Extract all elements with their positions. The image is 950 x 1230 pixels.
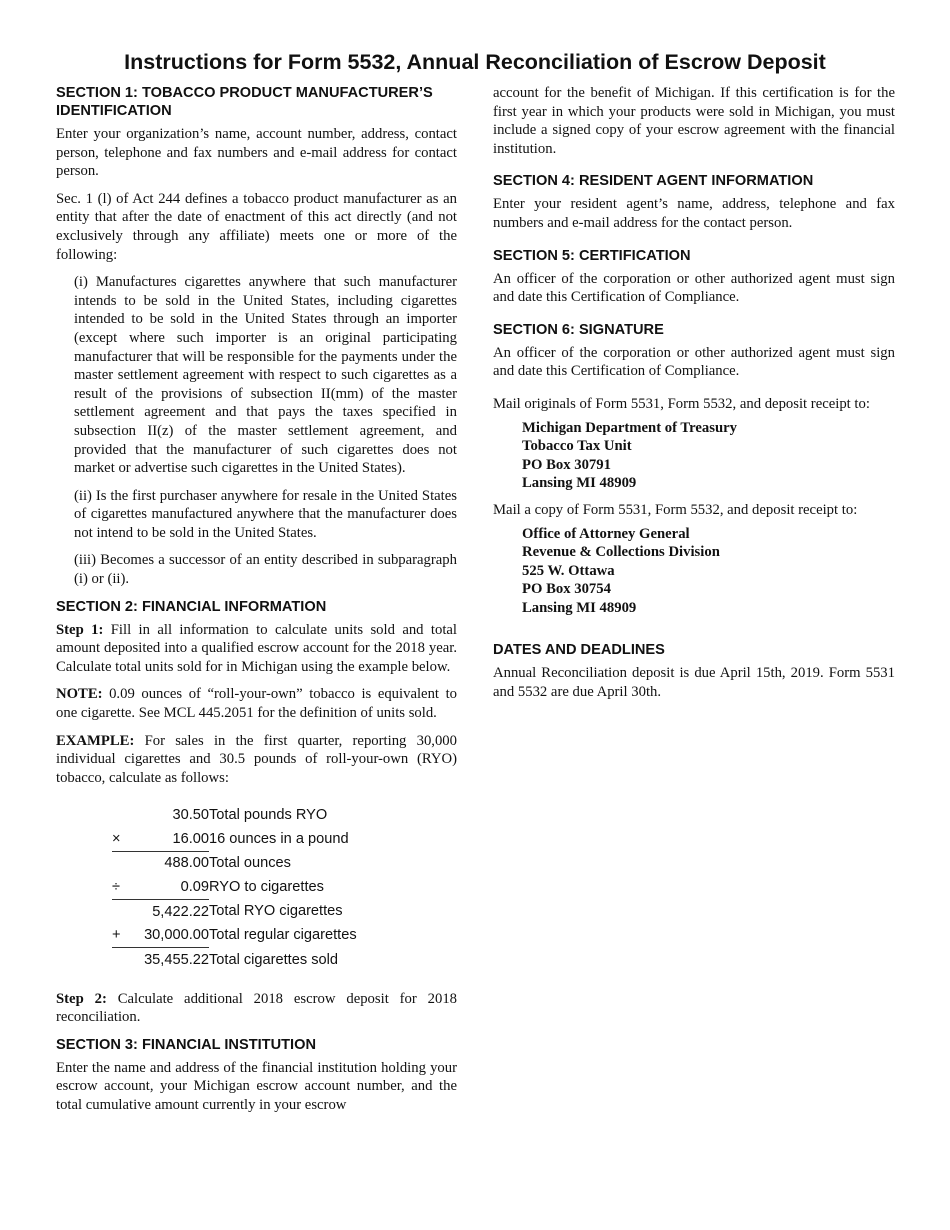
address-line: Lansing MI 48909 — [522, 475, 637, 492]
calc-row — [112, 803, 357, 827]
calc-label: Total regular cigarettes — [209, 927, 357, 944]
calc-value: 35,455.22 — [144, 951, 209, 968]
address-line: Revenue & Collections Division — [522, 544, 720, 561]
address-line: Michigan Department of Treasury — [522, 419, 737, 436]
section2-heading: SECTION 2: FINANCIAL INFORMATION — [56, 598, 327, 615]
step2-label: Step 2: — [56, 990, 107, 1007]
section3-para: Enter the name and address of the financial institution holding your escrow account, your Michigan escrow account number, and the total cumulative amount currently in your escrow — [56, 1059, 457, 1113]
calc-operator — [112, 851, 141, 875]
step1-label: Step 1: — [56, 621, 104, 638]
section3-heading: SECTION 3: FINANCIAL INSTITUTION — [56, 1036, 316, 1053]
note-label: NOTE: — [56, 686, 103, 703]
calc-row — [112, 899, 357, 923]
step2-paragraph — [56, 990, 457, 1027]
right-column — [493, 84, 895, 711]
section1-para2: Sec. 1 (l) of Act 244 defines a tobacco product manufacturer as an entity that after the date of enactment of this act directly (and not exclusively through any affiliate) meets one or more of the following: — [56, 190, 457, 263]
address-line: PO Box 30754 — [522, 581, 611, 598]
deadlines-para: Annual Reconciliation deposit is due April 15th, 2019. Form 5531 and 5532 are due April 30th. — [493, 665, 895, 701]
calc-row — [112, 947, 357, 971]
step1-text: Fill in all information to calculate units sold and total amount deposited into a qualified escrow account for the 2018 year. Calculate total units sold for in Michigan using the example below. — [56, 621, 458, 675]
calc-value: 30,000.00 — [141, 923, 209, 947]
attorney-general-address — [522, 525, 895, 618]
mail-originals-intro: Mail originals of Form 5531, Form 5532, and deposit receipt to: — [493, 395, 870, 412]
address-line: Tobacco Tax Unit — [522, 438, 632, 455]
calc-row — [112, 923, 357, 947]
calc-label: Total pounds RYO — [209, 807, 328, 824]
example-label: EXAMPLE: — [56, 732, 135, 749]
section1-heading: SECTION 1: TOBACCO PRODUCT MANUFACTURER’S IDENTIFICATION — [56, 85, 433, 119]
address-line: 525 W. Ottawa — [522, 562, 615, 579]
address-line: Office of Attorney General — [522, 525, 690, 542]
calc-label: Total RYO cigarettes — [209, 903, 343, 920]
section1-para1: Enter your organization’s name, account number, address, contact person, telephone and fax numbers and e-mail address for contact person. — [56, 126, 457, 180]
calc-value: 0.09 — [141, 875, 209, 899]
section4-para: Enter your resident agent’s name, address, telephone and fax numbers and e-mail address for the contact person. — [493, 196, 895, 231]
calc-value: 488.00 — [164, 855, 209, 872]
section6-heading: SECTION 6: SIGNATURE — [493, 321, 664, 338]
calc-value: 16.00 — [141, 827, 209, 851]
note-paragraph — [56, 685, 457, 722]
calc-label: RYO to cigarettes — [209, 879, 324, 896]
calc-label: Total ounces — [209, 855, 291, 872]
ryo-calculation-table — [112, 803, 357, 971]
calc-row — [112, 827, 357, 851]
calc-label: Total cigarettes sold — [209, 951, 338, 968]
calc-value: 5,422.22 — [152, 903, 209, 920]
address-line: PO Box 30791 — [522, 456, 611, 473]
calc-row — [112, 851, 357, 875]
left-column — [56, 84, 457, 1124]
calc-operator: ÷ — [112, 875, 141, 899]
page-title: Instructions for Form 5532, Annual Reconciliation of Escrow Deposit — [124, 50, 826, 74]
calc-operator: × — [112, 827, 141, 851]
step2-text: Calculate additional 2018 escrow deposit for 2018 reconciliation. — [56, 990, 458, 1026]
calc-operator — [112, 803, 141, 827]
calc-operator — [112, 899, 141, 923]
calc-row — [112, 875, 357, 899]
example-paragraph — [56, 732, 457, 788]
section3-para-continued: account for the benefit of Michigan. If this certification is for the first year in which your products were sold in Michigan, you must include a signed copy of your escrow agreement with the financial institution. — [493, 85, 895, 157]
section5-heading: SECTION 5: CERTIFICATION — [493, 247, 691, 264]
section5-para: An officer of the corporation or other authorized agent must sign and date this Certification of Compliance. — [493, 270, 895, 306]
calc-operator: + — [112, 923, 141, 947]
section1-item-ii: (ii) Is the first purchaser anywhere for resale in the United States of cigarettes manufactured anywhere that the manufacturer does not intend to be sold in the United States. — [74, 487, 457, 541]
note-text: 0.09 ounces of “roll-your-own” tobacco is equivalent to one cigarette. See MCL 445.2051 for the definition of units sold. — [56, 686, 457, 722]
example-text: For sales in the first quarter, reporting 30,000 individual cigarettes and 30.5 pounds of roll-your-own (RYO) tobacco, calculate as follows: — [56, 732, 457, 786]
treasury-address — [522, 419, 895, 493]
step1-paragraph — [56, 621, 457, 677]
calc-operator — [112, 947, 141, 971]
calc-label: 16 ounces in a pound — [209, 831, 349, 848]
section4-heading: SECTION 4: RESIDENT AGENT INFORMATION — [493, 173, 814, 190]
section6-para: An officer of the corporation or other authorized agent must sign and date this Certification of Compliance. — [493, 344, 895, 380]
section1-item-i: (i) Manufactures cigarettes anywhere that such manufacturer intends to be sold in the United States, including cigarettes intended to be sold in the United States through an importer (except where such importer is an original participating manufacturer that will be responsible for the payments under the master settlement agreement with respect to such cigarettes as a result of the provisions of subsection II(mm) of the master settlement agreement and that pays the taxes specified in subsection II(z) of the master settlement agreement, and provided that the manufacturer of such cigarettes does not market or advertise such cigarettes in the United States). — [74, 274, 457, 477]
section1-item-iii: (iii) Becomes a successor of an entity described in subparagraph (i) or (ii). — [74, 552, 457, 588]
calc-value: 30.50 — [172, 807, 209, 824]
mail-copy-intro: Mail a copy of Form 5531, Form 5532, and deposit receipt to: — [493, 501, 858, 518]
address-line: Lansing MI 48909 — [522, 599, 637, 616]
deadlines-heading: DATES AND DEADLINES — [493, 642, 665, 659]
